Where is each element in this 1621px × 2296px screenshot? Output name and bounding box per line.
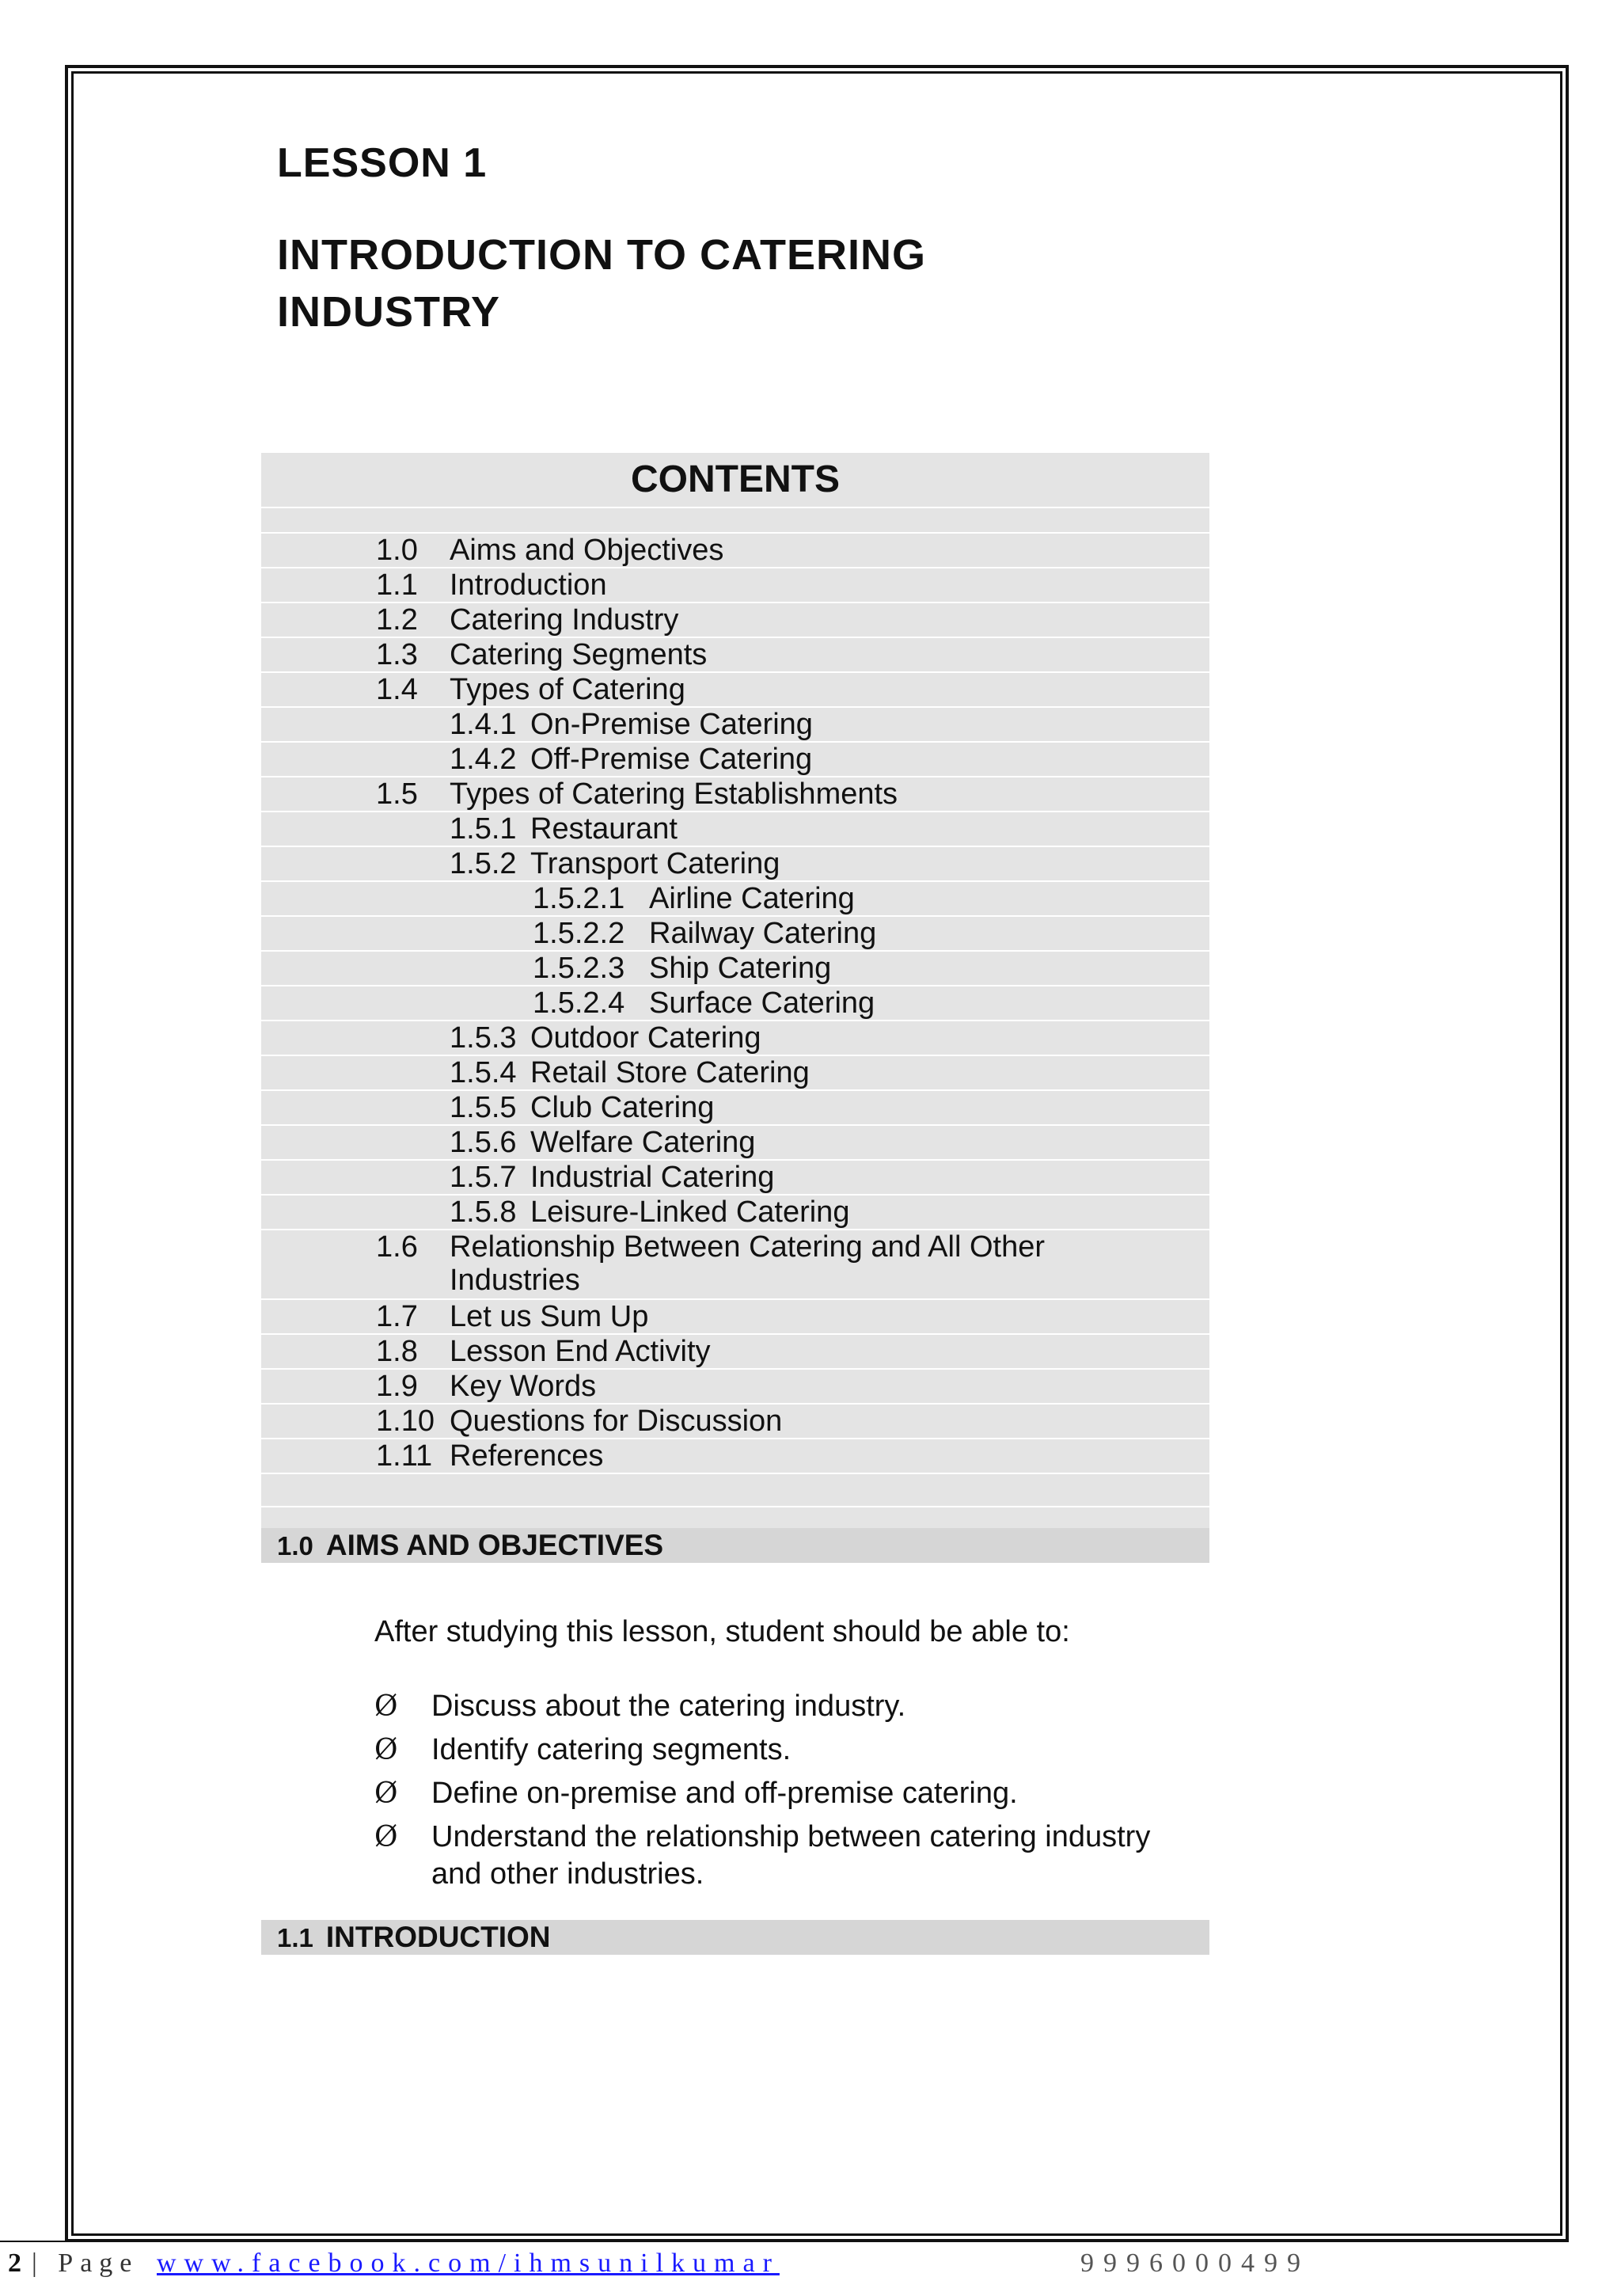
contents-item-number: 1.7: [376, 1300, 418, 1333]
contents-item-text: Key Words: [450, 1370, 597, 1403]
section-title: AIMS AND OBJECTIVES: [325, 1529, 664, 1561]
phone-number: 9996000499: [1080, 2248, 1310, 2278]
section-title: INTRODUCTION: [325, 1921, 551, 1953]
contents-item: [261, 812, 1209, 847]
contents-item-number: 1.5.2.4: [533, 986, 625, 1020]
section-heading-aims: [261, 1528, 1209, 1563]
contents-item-number: 1.3: [376, 638, 418, 671]
contents-item-number: 1.11: [376, 1439, 433, 1473]
contents-item-number: 1.5.2.3: [533, 952, 625, 985]
contents-item-text: Types of Catering: [450, 673, 685, 706]
objective-text: Understand the relationship between catering industry and other industries.: [431, 1820, 1151, 1891]
contents-item-text: Questions for Discussion: [450, 1405, 783, 1438]
contents-item-number: 1.0: [376, 534, 418, 567]
contents-item-number: 1.5.7: [450, 1161, 517, 1194]
contents-item: [261, 534, 1209, 568]
contents-item: [261, 777, 1209, 812]
contents-item: [261, 1370, 1209, 1405]
contents-item-number: 1.4.1: [450, 708, 517, 741]
contents-item-text: Railway Catering: [649, 917, 877, 950]
aims-intro: After studying this lesson, student should be able to:: [374, 1615, 1070, 1648]
contents-item-number: 1.5: [376, 777, 418, 811]
contents-item-number: 1.5.6: [450, 1126, 517, 1159]
contents-item: [261, 568, 1209, 603]
contents-item-number: 1.4.2: [450, 743, 517, 776]
contents-item-text: Industrial Catering: [530, 1161, 775, 1194]
contents-item-text: Restaurant: [530, 812, 678, 846]
contents-item-text: Relationship Between Catering and All Other Industries: [450, 1230, 1046, 1297]
bullet-icon: Ø: [374, 1821, 398, 1853]
contents-item: [261, 1091, 1209, 1126]
contents-item: [261, 1300, 1209, 1335]
contents-item: [261, 1230, 1209, 1300]
contents-item: [261, 1021, 1209, 1056]
lesson-title: INTRODUCTION TO CATERING INDUSTRY: [277, 231, 926, 336]
bullet-icon: Ø: [374, 1690, 398, 1723]
contents-item: [261, 708, 1209, 743]
contents-item: [261, 952, 1209, 986]
contents-item: [261, 1196, 1209, 1230]
contents-item-number: 1.5.8: [450, 1196, 517, 1229]
bullet-icon: Ø: [374, 1777, 398, 1810]
contents-item: [261, 603, 1209, 638]
contents-item: [261, 1161, 1209, 1196]
contents-item-number: 1.2: [376, 603, 418, 637]
objective-text: Define on-premise and off-premise catering.: [431, 1777, 1018, 1810]
contents-item-text: On-Premise Catering: [530, 708, 813, 741]
contents-item-number: 1.5.2.2: [533, 917, 625, 950]
contents-item-number: 1.1: [376, 568, 418, 602]
contents-item: [261, 1335, 1209, 1370]
contents-item-text: Off-Premise Catering: [530, 743, 813, 776]
page-number: 2: [8, 2248, 21, 2278]
contents-item-number: 1.6: [376, 1230, 418, 1264]
objectives-list: [374, 1688, 1182, 1899]
section-heading-introduction: [261, 1920, 1209, 1955]
objective-text: Discuss about the catering industry.: [431, 1690, 906, 1723]
contents-item-text: Catering Segments: [450, 638, 708, 671]
objective-text: Identify catering segments.: [431, 1733, 792, 1766]
contents-item-text: References: [450, 1439, 604, 1473]
contents-item-text: Surface Catering: [649, 986, 875, 1020]
contents-item-text: Retail Store Catering: [530, 1056, 810, 1089]
contents-item: [261, 1405, 1209, 1439]
contents-item-number: 1.5.1: [450, 812, 517, 846]
objective-item: [374, 1775, 1182, 1812]
contents-list: [261, 534, 1209, 1474]
objective-item: [374, 1819, 1182, 1893]
contents-item-text: Transport Catering: [530, 847, 780, 880]
contents-item-text: Catering Industry: [450, 603, 679, 637]
contents-item-number: 1.4: [376, 673, 418, 706]
lesson-label: LESSON 1: [277, 140, 488, 186]
objective-item: [374, 1732, 1182, 1769]
page-label: | Page: [32, 2248, 139, 2278]
section-number: 1.1: [277, 1923, 313, 1952]
contents-item: [261, 917, 1209, 952]
page-footer: [0, 2245, 1621, 2282]
contents-item-number: 1.5.3: [450, 1021, 517, 1055]
contents-heading: CONTENTS: [261, 453, 1209, 508]
contents-table: [261, 453, 1209, 1541]
contents-item-text: Let us Sum Up: [450, 1300, 649, 1333]
contents-item-text: Aims and Objectives: [450, 534, 724, 567]
contents-item: [261, 1056, 1209, 1091]
contents-item-text: Types of Catering Establishments: [450, 777, 898, 811]
contents-item-text: Club Catering: [530, 1091, 715, 1124]
contents-item-number: 1.9: [376, 1370, 418, 1403]
contents-item-number: 1.5.2.1: [533, 882, 625, 915]
contents-item: [261, 743, 1209, 777]
contents-item-number: 1.5.5: [450, 1091, 517, 1124]
contents-item-number: 1.8: [376, 1335, 418, 1368]
contents-item-text: Ship Catering: [649, 952, 832, 985]
contents-spacer: [261, 1474, 1209, 1507]
contents-item: [261, 638, 1209, 673]
contents-item: [261, 847, 1209, 882]
contents-item-number: 1.5.4: [450, 1056, 517, 1089]
contents-spacer: [261, 508, 1209, 534]
contents-item: [261, 673, 1209, 708]
contents-item: [261, 986, 1209, 1021]
contents-item-text: Outdoor Catering: [530, 1021, 761, 1055]
bullet-icon: Ø: [374, 1734, 398, 1766]
contents-item-text: Introduction: [450, 568, 607, 602]
contents-item: [261, 882, 1209, 917]
contents-item: [261, 1439, 1209, 1474]
contents-item-text: Lesson End Activity: [450, 1335, 711, 1368]
section-number: 1.0: [277, 1531, 313, 1560]
contents-item: [261, 1126, 1209, 1161]
contents-item-text: Airline Catering: [649, 882, 855, 915]
facebook-link[interactable]: www.facebook.com/ihmsunilkumar: [157, 2248, 780, 2278]
objective-item: [374, 1688, 1182, 1725]
contents-item-number: 1.5.2: [450, 847, 517, 880]
contents-item-text: Welfare Catering: [530, 1126, 756, 1159]
contents-item-text: Leisure-Linked Catering: [530, 1196, 850, 1229]
contents-item-number: 1.10: [376, 1405, 435, 1438]
footer-rule: [0, 2241, 65, 2242]
